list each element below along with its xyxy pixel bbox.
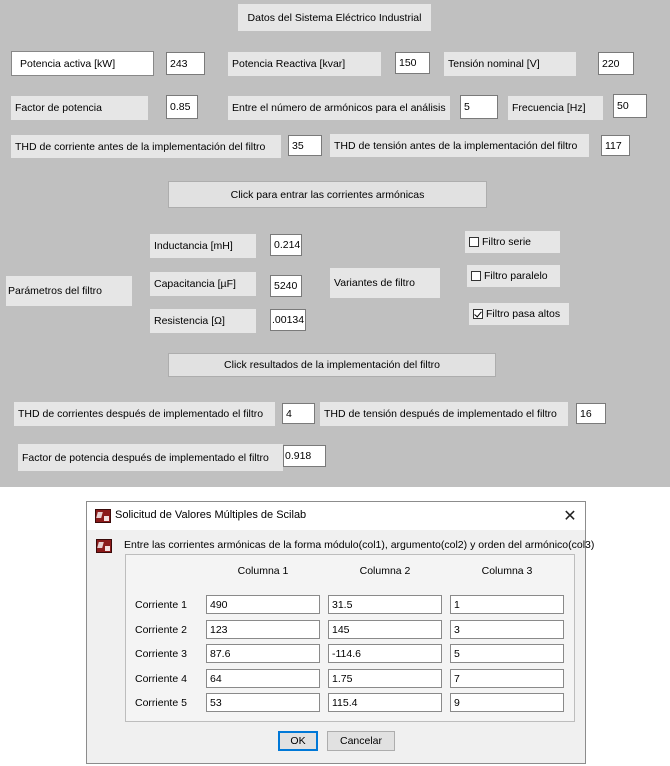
filtro-paralelo-checkbox[interactable]	[467, 265, 560, 287]
filtro-serie-checkbox[interactable]	[465, 231, 560, 253]
filtro-serie-label: Filtro serie	[482, 236, 532, 248]
resistencia-label: Resistencia [Ω]	[150, 309, 256, 333]
inductancia-label: Inductancia [mH]	[150, 234, 256, 258]
tension-nominal-label: Tensión nominal [V]	[444, 52, 576, 76]
column-header: Columna 3	[481, 565, 533, 577]
row-label: Corriente 1	[135, 599, 187, 611]
table-cell[interactable]: -114.6	[328, 644, 442, 663]
fp-despues-label: Factor de potencia después de implementado el filtro	[18, 444, 283, 471]
row-label: Corriente 4	[135, 673, 187, 685]
thd-tension-despues-input[interactable]: 16	[576, 403, 606, 424]
table-cell[interactable]: 115.4	[328, 693, 442, 712]
table-cell[interactable]: 3	[450, 620, 564, 639]
resistencia-input[interactable]: .00134	[270, 309, 306, 331]
table-cell[interactable]: 87.6	[206, 644, 320, 663]
variantes-filtro-label: Variantes de filtro	[330, 268, 440, 298]
factor-potencia-input[interactable]: 0.85	[166, 95, 198, 119]
potencia-reactiva-label: Potencia Reactiva [kvar]	[228, 52, 381, 76]
frecuencia-input[interactable]: 50	[613, 94, 647, 118]
checkmark-icon	[473, 309, 483, 319]
thd-tension-despues-label: THD de tensión después de implementado el filtro	[320, 402, 568, 426]
thd-corrientes-despues-input[interactable]: 4	[282, 403, 315, 424]
factor-potencia-label: Factor de potencia	[11, 96, 148, 120]
table-cell[interactable]: 53	[206, 693, 320, 712]
table-cell[interactable]: 145	[328, 620, 442, 639]
cancel-button[interactable]: Cancelar	[327, 731, 395, 751]
scilab-app-icon	[95, 509, 111, 523]
tension-nominal-input[interactable]: 220	[598, 52, 634, 75]
dialog-titlebar	[87, 502, 585, 530]
potencia-activa-label: Potencia activa [kW]	[11, 51, 154, 76]
frecuencia-label: Frecuencia [Hz]	[508, 96, 603, 120]
panel-title: Datos del Sistema Eléctrico Industrial	[238, 4, 431, 31]
thd-tension-antes-input[interactable]: 117	[601, 135, 630, 156]
table-cell[interactable]: 31.5	[328, 595, 442, 614]
potencia-activa-input[interactable]: 243	[166, 52, 205, 75]
column-header: Columna 2	[359, 565, 411, 577]
capacitancia-label: Capacitancia [µF]	[150, 272, 256, 296]
thd-corrientes-despues-label: THD de corrientes después de implementado el filtro	[14, 402, 275, 426]
num-armonicos-label: Entre el número de armónicos para el análisis	[228, 96, 450, 120]
scilab-prompt-icon	[96, 539, 112, 553]
scilab-dialog	[86, 501, 595, 764]
dialog-prompt: Entre las corrientes armónicas de la forma módulo(col1), argumento(col2) y orden del armónico(col3)	[124, 539, 595, 551]
thd-corriente-antes-input[interactable]: 35	[288, 135, 322, 156]
row-label: Corriente 3	[135, 648, 187, 660]
currents-grid	[125, 554, 575, 722]
ok-button[interactable]: OK	[278, 731, 318, 751]
table-cell[interactable]: 7	[450, 669, 564, 688]
table-cell[interactable]: 123	[206, 620, 320, 639]
filtro-pasa-altos-label: Filtro pasa altos	[486, 308, 561, 320]
table-cell[interactable]: 1.75	[328, 669, 442, 688]
filter-params-label: Parámetros del filtro	[6, 276, 132, 306]
filtro-paralelo-label: Filtro paralelo	[484, 270, 548, 282]
table-cell[interactable]: 9	[450, 693, 564, 712]
column-header: Columna 1	[237, 565, 289, 577]
checkbox-box-icon	[471, 271, 481, 281]
thd-tension-antes-label: THD de tensión antes de la implementación del filtro	[330, 134, 589, 157]
results-button[interactable]: Click resultados de la implementación del filtro	[168, 353, 496, 377]
table-cell[interactable]: 5	[450, 644, 564, 663]
table-cell[interactable]: 490	[206, 595, 320, 614]
filtro-pasa-altos-checkbox[interactable]	[469, 303, 569, 325]
thd-corriente-antes-label: THD de corriente antes de la implementación del filtro	[11, 135, 281, 158]
close-icon[interactable]: ✕	[563, 508, 577, 525]
row-label: Corriente 5	[135, 697, 187, 709]
dialog-title: Solicitud de Valores Múltiples de Scilab	[115, 509, 307, 521]
num-armonicos-input[interactable]: 5	[460, 95, 498, 119]
capacitancia-input[interactable]: 5240	[270, 275, 302, 297]
potencia-reactiva-input[interactable]: 150	[395, 52, 430, 74]
table-cell[interactable]: 1	[450, 595, 564, 614]
table-cell[interactable]: 64	[206, 669, 320, 688]
fp-despues-input[interactable]: 0.918	[283, 445, 326, 467]
checkbox-box-icon	[469, 237, 479, 247]
enter-currents-button[interactable]: Click para entrar las corrientes armónicas	[168, 181, 487, 208]
inductancia-input[interactable]: 0.214	[270, 234, 302, 256]
row-label: Corriente 2	[135, 624, 187, 636]
